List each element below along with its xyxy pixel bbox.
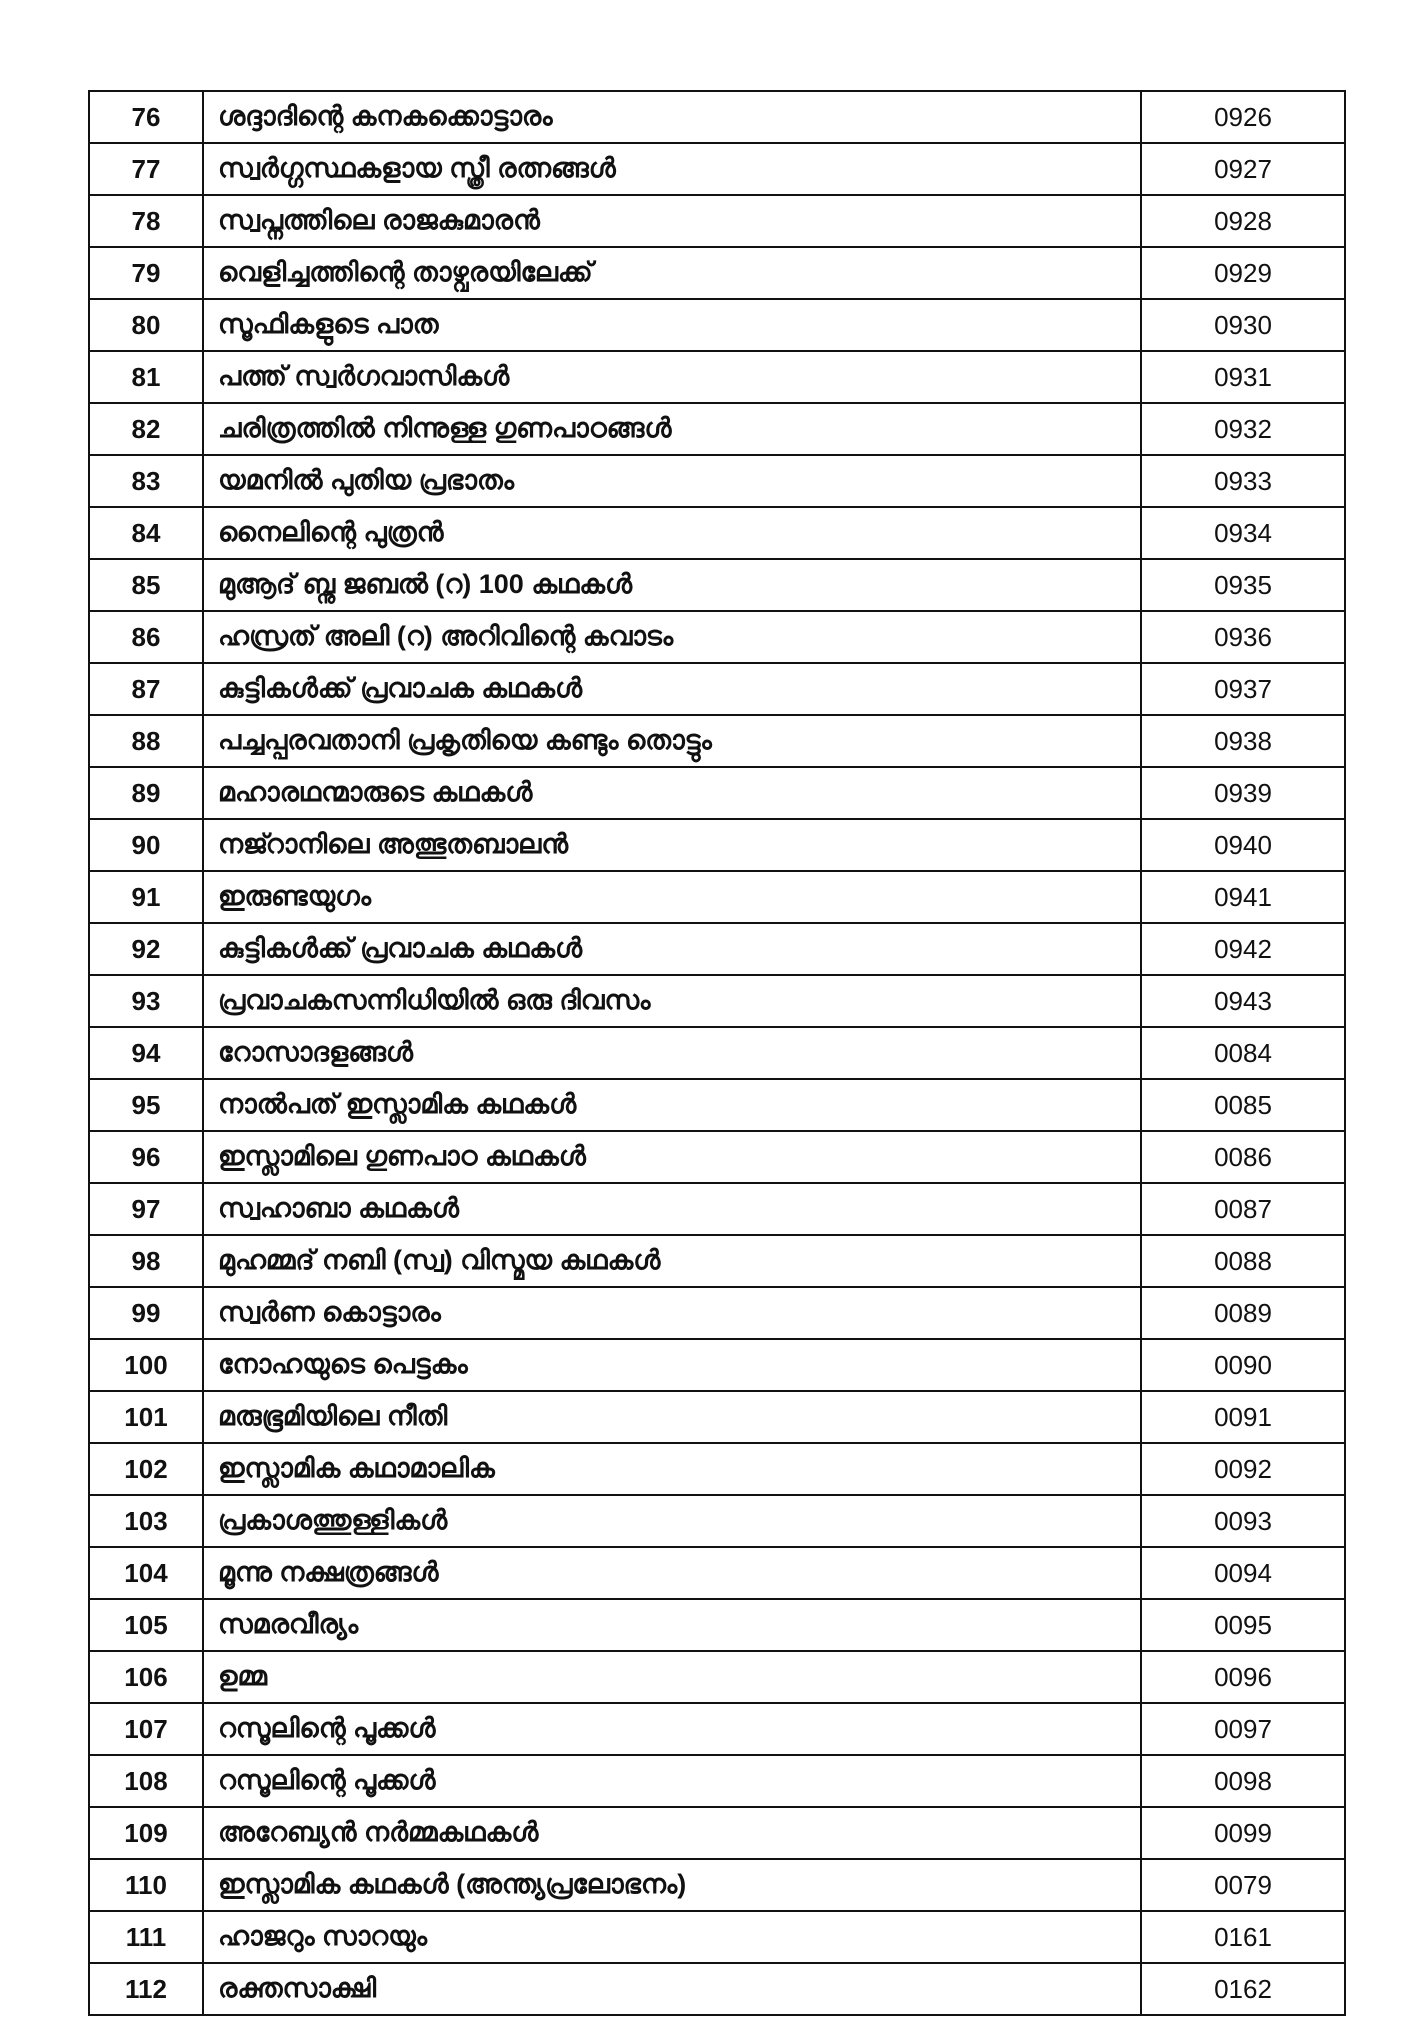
serial-number-cell: 85 <box>89 559 203 611</box>
table-row <box>89 1963 1345 2015</box>
book-code-cell: 0933 <box>1141 455 1345 507</box>
serial-number-cell: 111 <box>89 1911 203 1963</box>
book-title-cell: സമരവീര്യം <box>203 1599 1141 1651</box>
serial-number-cell: 107 <box>89 1703 203 1755</box>
serial-number-cell: 93 <box>89 975 203 1027</box>
book-code-cell: 0098 <box>1141 1755 1345 1807</box>
book-title-cell: ഇസ്ലാമിക കഥകൾ (അന്ത്യപ്രലോഭനം) <box>203 1859 1141 1911</box>
book-code-cell: 0938 <box>1141 715 1345 767</box>
serial-number-cell: 110 <box>89 1859 203 1911</box>
book-title-cell: ഇസ്ലാമിലെ ഗുണപാഠ കഥകൾ <box>203 1131 1141 1183</box>
table-row <box>89 819 1345 871</box>
table-row <box>89 1807 1345 1859</box>
serial-number-cell: 78 <box>89 195 203 247</box>
book-title-cell: ഉമ്മ <box>203 1651 1141 1703</box>
table-row <box>89 1391 1345 1443</box>
serial-number-cell: 90 <box>89 819 203 871</box>
book-title-cell: സ്വർഗ്ഗസ്ഥകളായ സ്ത്രീ രത്നങ്ങൾ <box>203 143 1141 195</box>
serial-number-cell: 76 <box>89 91 203 143</box>
book-code-cell: 0927 <box>1141 143 1345 195</box>
book-title-cell: മുഹമ്മദ് നബി (സ്വ) വിസ്മയ കഥകൾ <box>203 1235 1141 1287</box>
table-row <box>89 1287 1345 1339</box>
serial-number-cell: 104 <box>89 1547 203 1599</box>
table-row <box>89 1495 1345 1547</box>
serial-number-cell: 100 <box>89 1339 203 1391</box>
table-row <box>89 1547 1345 1599</box>
serial-number-cell: 94 <box>89 1027 203 1079</box>
book-title-cell: പത്ത് സ്വർഗവാസികൾ <box>203 351 1141 403</box>
table-row <box>89 1131 1345 1183</box>
serial-number-cell: 102 <box>89 1443 203 1495</box>
table-row <box>89 507 1345 559</box>
book-code-cell: 0926 <box>1141 91 1345 143</box>
table-row <box>89 611 1345 663</box>
table-row <box>89 975 1345 1027</box>
book-code-cell: 0934 <box>1141 507 1345 559</box>
book-code-cell: 0943 <box>1141 975 1345 1027</box>
table-row <box>89 1183 1345 1235</box>
book-title-cell: നൈലിന്റെ പുത്രൻ <box>203 507 1141 559</box>
book-title-cell: ശദ്ദാദിന്റെ കനകക്കൊട്ടാരം <box>203 91 1141 143</box>
table-row <box>89 559 1345 611</box>
book-title-cell: യമനിൽ പുതിയ പ്രഭാതം <box>203 455 1141 507</box>
table-row <box>89 455 1345 507</box>
serial-number-cell: 83 <box>89 455 203 507</box>
table-row <box>89 1599 1345 1651</box>
book-title-cell: സ്വഹാബാ കഥകൾ <box>203 1183 1141 1235</box>
serial-number-cell: 79 <box>89 247 203 299</box>
table-row <box>89 299 1345 351</box>
book-code-cell: 0940 <box>1141 819 1345 871</box>
book-code-cell: 0085 <box>1141 1079 1345 1131</box>
table-row <box>89 1755 1345 1807</box>
serial-number-cell: 86 <box>89 611 203 663</box>
serial-number-cell: 84 <box>89 507 203 559</box>
book-code-cell: 0932 <box>1141 403 1345 455</box>
serial-number-cell: 112 <box>89 1963 203 2015</box>
book-title-cell: സ്വർണ കൊട്ടാരം <box>203 1287 1141 1339</box>
book-code-cell: 0161 <box>1141 1911 1345 1963</box>
book-code-cell: 0097 <box>1141 1703 1345 1755</box>
book-code-cell: 0095 <box>1141 1599 1345 1651</box>
book-code-cell: 0088 <box>1141 1235 1345 1287</box>
book-code-cell: 0090 <box>1141 1339 1345 1391</box>
table-row <box>89 1703 1345 1755</box>
table-row <box>89 767 1345 819</box>
book-code-cell: 0089 <box>1141 1287 1345 1339</box>
book-title-cell: സ്വപ്നത്തിലെ രാജകുമാരൻ <box>203 195 1141 247</box>
serial-number-cell: 82 <box>89 403 203 455</box>
serial-number-cell: 91 <box>89 871 203 923</box>
serial-number-cell: 95 <box>89 1079 203 1131</box>
table-row <box>89 923 1345 975</box>
book-code-cell: 0928 <box>1141 195 1345 247</box>
book-code-cell: 0079 <box>1141 1859 1345 1911</box>
book-code-cell: 0931 <box>1141 351 1345 403</box>
book-title-cell: റോസാദളങ്ങൾ <box>203 1027 1141 1079</box>
book-code-cell: 0091 <box>1141 1391 1345 1443</box>
book-code-cell: 0939 <box>1141 767 1345 819</box>
book-code-cell: 0093 <box>1141 1495 1345 1547</box>
serial-number-cell: 99 <box>89 1287 203 1339</box>
book-title-cell: പ്രകാശത്തുള്ളികൾ <box>203 1495 1141 1547</box>
book-code-cell: 0937 <box>1141 663 1345 715</box>
book-code-cell: 0099 <box>1141 1807 1345 1859</box>
book-table-body <box>89 91 1345 2015</box>
table-row <box>89 247 1345 299</box>
book-title-cell: കുട്ടികൾക്ക് പ്രവാചക കഥകൾ <box>203 663 1141 715</box>
book-code-cell: 0096 <box>1141 1651 1345 1703</box>
book-code-cell: 0094 <box>1141 1547 1345 1599</box>
book-code-cell: 0162 <box>1141 1963 1345 2015</box>
book-title-cell: പ്രവാചകസന്നിധിയിൽ ഒരു ദിവസം <box>203 975 1141 1027</box>
book-code-cell: 0086 <box>1141 1131 1345 1183</box>
serial-number-cell: 77 <box>89 143 203 195</box>
book-code-cell: 0092 <box>1141 1443 1345 1495</box>
table-row <box>89 1339 1345 1391</box>
book-title-cell: രക്തസാക്ഷി <box>203 1963 1141 2015</box>
table-row <box>89 91 1345 143</box>
table-row <box>89 1027 1345 1079</box>
book-title-cell: മുആദ് ബ്നു ജബൽ (റ) 100 കഥകൾ <box>203 559 1141 611</box>
book-code-cell: 0941 <box>1141 871 1345 923</box>
book-title-cell: വെളിച്ചത്തിന്റെ താഴ്വരയിലേക്ക് <box>203 247 1141 299</box>
table-row <box>89 1859 1345 1911</box>
book-code-cell: 0929 <box>1141 247 1345 299</box>
serial-number-cell: 92 <box>89 923 203 975</box>
serial-number-cell: 81 <box>89 351 203 403</box>
serial-number-cell: 96 <box>89 1131 203 1183</box>
book-code-cell: 0930 <box>1141 299 1345 351</box>
table-row <box>89 1079 1345 1131</box>
serial-number-cell: 103 <box>89 1495 203 1547</box>
book-code-cell: 0084 <box>1141 1027 1345 1079</box>
book-title-cell: മഹാരഥന്മാരുടെ കഥകൾ <box>203 767 1141 819</box>
table-row <box>89 663 1345 715</box>
table-row <box>89 871 1345 923</box>
serial-number-cell: 89 <box>89 767 203 819</box>
table-row <box>89 1651 1345 1703</box>
table-row <box>89 143 1345 195</box>
book-title-cell: ചരിത്രത്തിൽ നിന്നുള്ള ഗുണപാഠങ്ങൾ <box>203 403 1141 455</box>
serial-number-cell: 80 <box>89 299 203 351</box>
book-title-cell: നജ്റാനിലെ അത്ഭുതബാലൻ <box>203 819 1141 871</box>
book-title-cell: ഹാജറും സാറയും <box>203 1911 1141 1963</box>
serial-number-cell: 109 <box>89 1807 203 1859</box>
table-row <box>89 1443 1345 1495</box>
book-title-cell: നോഹയുടെ പെട്ടകം <box>203 1339 1141 1391</box>
book-title-cell: ഹസ്രത് അലി (റ) അറിവിന്റെ കവാടം <box>203 611 1141 663</box>
book-code-cell: 0942 <box>1141 923 1345 975</box>
serial-number-cell: 98 <box>89 1235 203 1287</box>
serial-number-cell: 97 <box>89 1183 203 1235</box>
serial-number-cell: 87 <box>89 663 203 715</box>
book-title-cell: അറേബ്യൻ നർമ്മകഥകൾ <box>203 1807 1141 1859</box>
table-row <box>89 1911 1345 1963</box>
book-title-cell: നാൽപത് ഇസ്ലാമിക കഥകൾ <box>203 1079 1141 1131</box>
book-title-cell: മൂന്നു നക്ഷത്രങ്ങൾ <box>203 1547 1141 1599</box>
table-row <box>89 715 1345 767</box>
serial-number-cell: 101 <box>89 1391 203 1443</box>
book-title-cell: മരുഭൂമിയിലെ നീതി <box>203 1391 1141 1443</box>
table-row <box>89 351 1345 403</box>
book-code-cell: 0935 <box>1141 559 1345 611</box>
book-title-cell: പച്ചപ്പരവതാനി പ്രകൃതിയെ കണ്ടും തൊട്ടും <box>203 715 1141 767</box>
table-row <box>89 1235 1345 1287</box>
serial-number-cell: 88 <box>89 715 203 767</box>
serial-number-cell: 106 <box>89 1651 203 1703</box>
serial-number-cell: 108 <box>89 1755 203 1807</box>
book-title-cell: ഇസ്ലാമിക കഥാമാലിക <box>203 1443 1141 1495</box>
book-title-cell: കുട്ടികൾക്ക് പ്രവാചക കഥകൾ <box>203 923 1141 975</box>
book-code-cell: 0087 <box>1141 1183 1345 1235</box>
book-title-cell: റസൂലിന്റെ പൂക്കൾ <box>203 1755 1141 1807</box>
table-row <box>89 195 1345 247</box>
table-row <box>89 403 1345 455</box>
book-code-cell: 0936 <box>1141 611 1345 663</box>
book-catalog-table <box>88 90 1346 2016</box>
book-title-cell: റസൂലിന്റെ പൂക്കൾ <box>203 1703 1141 1755</box>
book-title-cell: സൂഫികളുടെ പാത <box>203 299 1141 351</box>
serial-number-cell: 105 <box>89 1599 203 1651</box>
book-title-cell: ഇരുണ്ടയുഗം <box>203 871 1141 923</box>
